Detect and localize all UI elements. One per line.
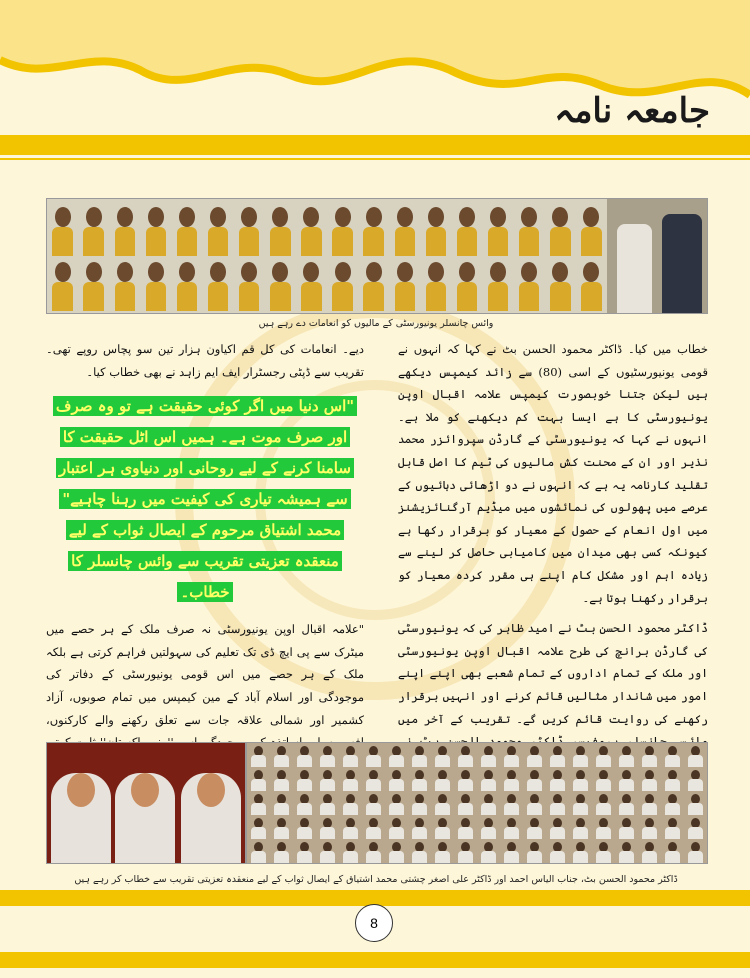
photo-row-front: [47, 256, 607, 311]
audience-photo: [246, 742, 708, 864]
header-rule: [0, 158, 750, 160]
audience-crowd: [247, 743, 707, 863]
header-bar: [0, 135, 750, 155]
award-handover-scene: [607, 199, 707, 313]
top-photo-caption: وائس چانسلر یونیورسٹی کے مالیوں کو انعامات دے رہے ہیں: [258, 318, 494, 329]
pull-quote-text: "اس دنیا میں اگر کوئی حقیقت ہے تو وہ صرف اور صرف موت ہے۔ ہمیں اس اٹل حقیقت کا سامنا کرنے کے لیے روحانی اور دنیاوی ہر اعتبار سے ہمیشہ تیاری کی کیفیت میں رہنا چاہیے" محمد اشتیاق مرحوم کے ایصال ثواب کے لیے منعقدہ تعزیتی تقریب سے وائس چانسلر کا خطاب۔: [53, 396, 357, 602]
photo-row-back: [47, 201, 607, 256]
speaker-figure: [51, 773, 111, 863]
speakers-photo: [46, 742, 246, 864]
column-right-paragraph-2: ڈاکٹر محمود الحسن بٹ نے امید ظاہر کی کہ یونیورسٹی کی گارڈن برانچ کی طرح علامہ اقبال اوپن یونیورسٹی اور ملک کے تمام اداروں کے تمام شعبے بھی اپنے اپنے امور میں شاندار مثالیں قائم کرنے اور انہیں برقرار رکھنے کی روایت قائم کریں گے۔ تقریب کے آخر میں: [398, 621, 708, 726]
speaker-figure: [115, 773, 175, 863]
highlighted-pull-quote: [46, 391, 364, 608]
page-number: 8: [355, 904, 393, 942]
masthead-title: جامعہ نامہ: [554, 91, 710, 131]
speaker-figure: [181, 773, 241, 863]
article-column-left: [46, 338, 364, 784]
bottom-photo-caption: ڈاکٹر محمود الحسن بٹ، جناب الیاس احمد اور ڈاکٹر علی اصغر چشتی محمد اشتیاق کے ایصال ثواب کے لیے منعقدہ تعزیتی تقریب سے خطاب کر رہے ہیں: [74, 874, 678, 885]
footer-bar-lower: [0, 952, 750, 968]
column-left-paragraph-1: دیے۔ انعامات کی کل قم اکیاون ہزار تین سو پچاس روپے تھی۔ تقریب سے ڈپٹی رجسٹرار ایف ایم زاہد نے بھی خطاب کیا۔: [46, 342, 364, 379]
gardeners-group-photo: [46, 198, 708, 314]
column-left-paragraph-2: "علامہ اقبال اوپن یونیورسٹی نہ صرف ملک کے ہر حصے میں میٹرک سے پی ایچ ڈی تک تعلیم کی سہولتیں فراہم کرتی ہے بلکہ ملک کے ہر حصے میں اس قومی یونیورسٹی کے دفاتر کی موجودگی اور اسلام آباد کے مین کیمپس میں تمام صوبوں، آزاد کشمیر اور شمالی علاقہ جات سے تعلق رکھنے والے کارکنوں،: [46, 622, 364, 727]
column-right-paragraph-1: خطاب میں کیا۔ ڈاکٹر محمود الحسن بٹ نے کہا کہ انہوں نے قومی یونیورسٹیوں کے اسی (80) سے زائد کیمپس دیکھے ہیں لیکن جتنا خوبصورت کیمپس علامہ اقبال اوپن یونیورسٹی کا ہے ایسا بہت کم دیکھنے کو ملا ہے۔ انہوں نے کہا کہ یونیورسٹی کے گارڈن سپروائزر محمد نذیر اور ان کے محنت کش مالیوں کی ٹیم کا اصل قابل تقلید کارنامہ یہ ہے کہ انہوں نے دو اڑھائی دہائیوں کے عرصے میں پھولوں کی نمائشوں میں میڈیم آرگنائزیشنز میں اول انعام کے حصول کے معیار کو برقرار رکھا ہے کیونکہ کسی بھی میدان میں کامیابی حاصل کر لینے سے زیادہ اہم اور مشکل کام اپنے ہی مقرر کردہ معیار کو برقرار رکھنا ہوتا ہے۔: [398, 342, 708, 605]
